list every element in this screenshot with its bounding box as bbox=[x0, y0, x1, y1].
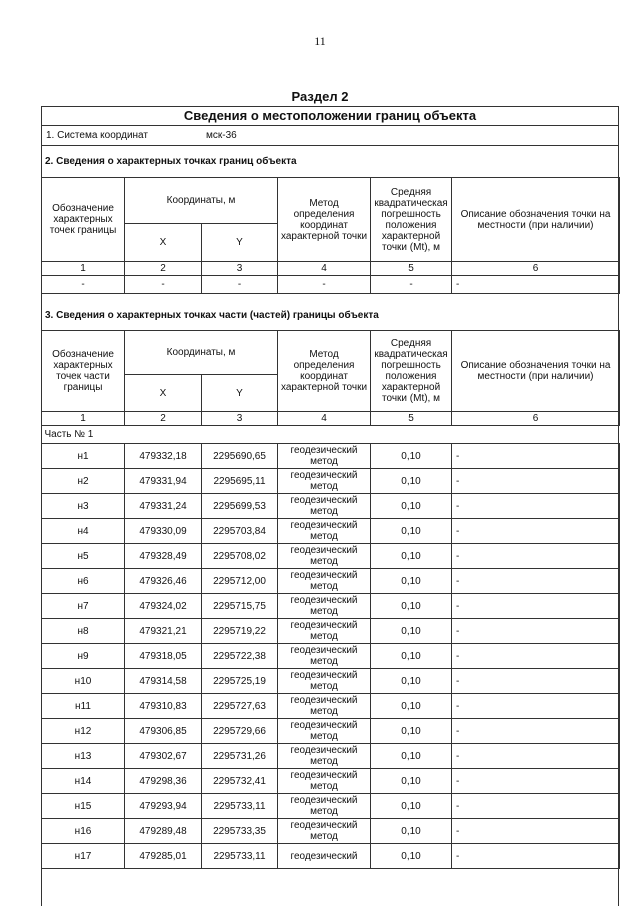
point-id: н8 bbox=[42, 619, 125, 644]
s3-colnum: 5 bbox=[371, 412, 452, 426]
coord-y: 2295690,65 bbox=[202, 444, 278, 469]
s3-h-accuracy: Средняя квадратическая погрешность положения характерной точки (Mt), м bbox=[371, 331, 452, 412]
point-id: н14 bbox=[42, 769, 125, 794]
point-id: н4 bbox=[42, 519, 125, 544]
accuracy: 0,10 bbox=[371, 569, 452, 594]
s2-cell: - bbox=[452, 276, 620, 294]
s3-h-description: Описание обозначения точки на местности (при наличии) bbox=[452, 331, 620, 412]
table-row bbox=[42, 544, 620, 569]
table-row bbox=[42, 594, 620, 619]
table-row bbox=[42, 644, 620, 669]
accuracy: 0,10 bbox=[371, 619, 452, 644]
s2-cell: - bbox=[202, 276, 278, 294]
accuracy: 0,10 bbox=[371, 794, 452, 819]
point-id: н7 bbox=[42, 594, 125, 619]
method: геодезический метод bbox=[278, 544, 371, 569]
coord-y: 2295732,41 bbox=[202, 769, 278, 794]
point-id: н1 bbox=[42, 444, 125, 469]
method: геодезический метод bbox=[278, 644, 371, 669]
coord-y: 2295733,35 bbox=[202, 819, 278, 844]
coord-x: 479332,18 bbox=[125, 444, 202, 469]
coord-y: 2295699,53 bbox=[202, 494, 278, 519]
description: - bbox=[452, 694, 620, 719]
table-row bbox=[42, 519, 620, 544]
s2-h-method: Метод определения координат характерной точки bbox=[278, 178, 371, 262]
coord-x: 479293,94 bbox=[125, 794, 202, 819]
description: - bbox=[452, 594, 620, 619]
description: - bbox=[452, 544, 620, 569]
description: - bbox=[452, 744, 620, 769]
s2-h-x: X bbox=[125, 224, 202, 262]
description: - bbox=[452, 444, 620, 469]
description: - bbox=[452, 644, 620, 669]
coord-system-label: 1. Система координат bbox=[46, 130, 148, 141]
coord-system-row bbox=[41, 126, 619, 146]
s2-colnum: 2 bbox=[125, 262, 202, 276]
accuracy: 0,10 bbox=[371, 669, 452, 694]
s2-h-y: Y bbox=[202, 224, 278, 262]
page-number: 11 bbox=[314, 34, 326, 48]
table-row bbox=[42, 444, 620, 469]
main-title: Сведения о местоположении границ объекта bbox=[41, 106, 619, 126]
method: геодезический метод bbox=[278, 494, 371, 519]
coord-x: 479331,24 bbox=[125, 494, 202, 519]
point-id: н3 bbox=[42, 494, 125, 519]
method: геодезический метод bbox=[278, 594, 371, 619]
coord-x: 479285,01 bbox=[125, 844, 202, 869]
accuracy: 0,10 bbox=[371, 744, 452, 769]
method: геодезический метод bbox=[278, 719, 371, 744]
description: - bbox=[452, 769, 620, 794]
section2-title: 2. Сведения о характерных точках границ объекта bbox=[45, 156, 297, 167]
method: геодезический метод bbox=[278, 569, 371, 594]
description: - bbox=[452, 619, 620, 644]
method: геодезический метод bbox=[278, 519, 371, 544]
coord-x: 479318,05 bbox=[125, 644, 202, 669]
coord-y: 2295712,00 bbox=[202, 569, 278, 594]
description: - bbox=[452, 844, 620, 869]
point-id: н17 bbox=[42, 844, 125, 869]
coord-x: 479328,49 bbox=[125, 544, 202, 569]
method: геодезический метод bbox=[278, 769, 371, 794]
s2-h-accuracy: Средняя квадратическая погрешность положения характерной точки (Mt), м bbox=[371, 178, 452, 262]
s3-h-coords: Координаты, м bbox=[125, 331, 278, 375]
table-row bbox=[42, 569, 620, 594]
description: - bbox=[452, 494, 620, 519]
table-row bbox=[42, 769, 620, 794]
table-row bbox=[42, 619, 620, 644]
coord-x: 479330,09 bbox=[125, 519, 202, 544]
s3-h-y: Y bbox=[202, 375, 278, 412]
accuracy: 0,10 bbox=[371, 519, 452, 544]
s2-colnum: 4 bbox=[278, 262, 371, 276]
coord-x: 479331,94 bbox=[125, 469, 202, 494]
coord-x: 479298,36 bbox=[125, 769, 202, 794]
coord-y: 2295727,63 bbox=[202, 694, 278, 719]
coord-x: 479326,46 bbox=[125, 569, 202, 594]
description: - bbox=[452, 669, 620, 694]
coord-x: 479306,85 bbox=[125, 719, 202, 744]
coord-y: 2295703,84 bbox=[202, 519, 278, 544]
accuracy: 0,10 bbox=[371, 769, 452, 794]
point-id: н10 bbox=[42, 669, 125, 694]
coord-x: 479310,83 bbox=[125, 694, 202, 719]
description: - bbox=[452, 469, 620, 494]
s3-colnum: 1 bbox=[42, 412, 125, 426]
method: геодезический метод bbox=[278, 669, 371, 694]
coord-x: 479289,48 bbox=[125, 819, 202, 844]
s3-colnum: 2 bbox=[125, 412, 202, 426]
s3-h-method: Метод определения координат характерной точки bbox=[278, 331, 371, 412]
method: геодезический bbox=[278, 844, 371, 869]
table-row bbox=[42, 819, 620, 844]
method: геодезический метод bbox=[278, 819, 371, 844]
s2-cell: - bbox=[278, 276, 371, 294]
table-row bbox=[42, 744, 620, 769]
s2-cell: - bbox=[371, 276, 452, 294]
method: геодезический метод bbox=[278, 694, 371, 719]
s3-colnum: 3 bbox=[202, 412, 278, 426]
s2-h-coords: Координаты, м bbox=[125, 178, 278, 224]
table-row bbox=[42, 694, 620, 719]
point-id: н6 bbox=[42, 569, 125, 594]
accuracy: 0,10 bbox=[371, 594, 452, 619]
s3-colnum: 4 bbox=[278, 412, 371, 426]
coord-x: 479321,21 bbox=[125, 619, 202, 644]
section3-title: 3. Сведения о характерных точках части (частей) границы объекта bbox=[45, 310, 379, 321]
s2-colnum: 1 bbox=[42, 262, 125, 276]
accuracy: 0,10 bbox=[371, 694, 452, 719]
section2-table bbox=[41, 177, 620, 294]
accuracy: 0,10 bbox=[371, 469, 452, 494]
method: геодезический метод bbox=[278, 444, 371, 469]
accuracy: 0,10 bbox=[371, 544, 452, 569]
accuracy: 0,10 bbox=[371, 494, 452, 519]
coord-y: 2295731,26 bbox=[202, 744, 278, 769]
s2-colnum: 3 bbox=[202, 262, 278, 276]
accuracy: 0,10 bbox=[371, 644, 452, 669]
table-row bbox=[42, 469, 620, 494]
coord-x: 479324,02 bbox=[125, 594, 202, 619]
section3-rows bbox=[42, 444, 620, 869]
accuracy: 0,10 bbox=[371, 844, 452, 869]
section3-table bbox=[41, 330, 620, 869]
method: геодезический метод bbox=[278, 794, 371, 819]
coord-y: 2295733,11 bbox=[202, 794, 278, 819]
s3-colnum: 6 bbox=[452, 412, 620, 426]
table-row bbox=[42, 669, 620, 694]
s2-colnum: 6 bbox=[452, 262, 620, 276]
accuracy: 0,10 bbox=[371, 719, 452, 744]
point-id: н2 bbox=[42, 469, 125, 494]
accuracy: 0,10 bbox=[371, 819, 452, 844]
point-id: н9 bbox=[42, 644, 125, 669]
method: геодезический метод bbox=[278, 744, 371, 769]
s2-h-designation: Обозначение характерных точек границы bbox=[42, 178, 125, 262]
point-id: н11 bbox=[42, 694, 125, 719]
coord-y: 2295715,75 bbox=[202, 594, 278, 619]
coord-system-value: мск-36 bbox=[206, 130, 237, 141]
method: геодезический метод bbox=[278, 619, 371, 644]
s2-cell: - bbox=[125, 276, 202, 294]
table-row bbox=[42, 794, 620, 819]
coord-y: 2295695,11 bbox=[202, 469, 278, 494]
table-row bbox=[42, 494, 620, 519]
point-id: н13 bbox=[42, 744, 125, 769]
s2-cell: - bbox=[42, 276, 125, 294]
description: - bbox=[452, 719, 620, 744]
coord-y: 2295719,22 bbox=[202, 619, 278, 644]
point-id: н15 bbox=[42, 794, 125, 819]
coord-x: 479302,67 bbox=[125, 744, 202, 769]
point-id: н5 bbox=[42, 544, 125, 569]
coord-x: 479314,58 bbox=[125, 669, 202, 694]
coord-y: 2295725,19 bbox=[202, 669, 278, 694]
method: геодезический метод bbox=[278, 469, 371, 494]
part-label: Часть № 1 bbox=[42, 426, 620, 444]
coord-y: 2295729,66 bbox=[202, 719, 278, 744]
point-id: н16 bbox=[42, 819, 125, 844]
s3-h-designation: Обозначение характерных точек части границы bbox=[42, 331, 125, 412]
s2-colnum: 5 bbox=[371, 262, 452, 276]
table-row bbox=[42, 844, 620, 869]
coord-y: 2295722,38 bbox=[202, 644, 278, 669]
point-id: н12 bbox=[42, 719, 125, 744]
description: - bbox=[452, 819, 620, 844]
coord-y: 2295708,02 bbox=[202, 544, 278, 569]
table-row bbox=[42, 719, 620, 744]
s2-h-description: Описание обозначения точки на местности (при наличии) bbox=[452, 178, 620, 262]
s3-h-x: X bbox=[125, 375, 202, 412]
description: - bbox=[452, 794, 620, 819]
section-title: Раздел 2 bbox=[291, 89, 349, 104]
description: - bbox=[452, 519, 620, 544]
coord-y: 2295733,11 bbox=[202, 844, 278, 869]
accuracy: 0,10 bbox=[371, 444, 452, 469]
description: - bbox=[452, 569, 620, 594]
